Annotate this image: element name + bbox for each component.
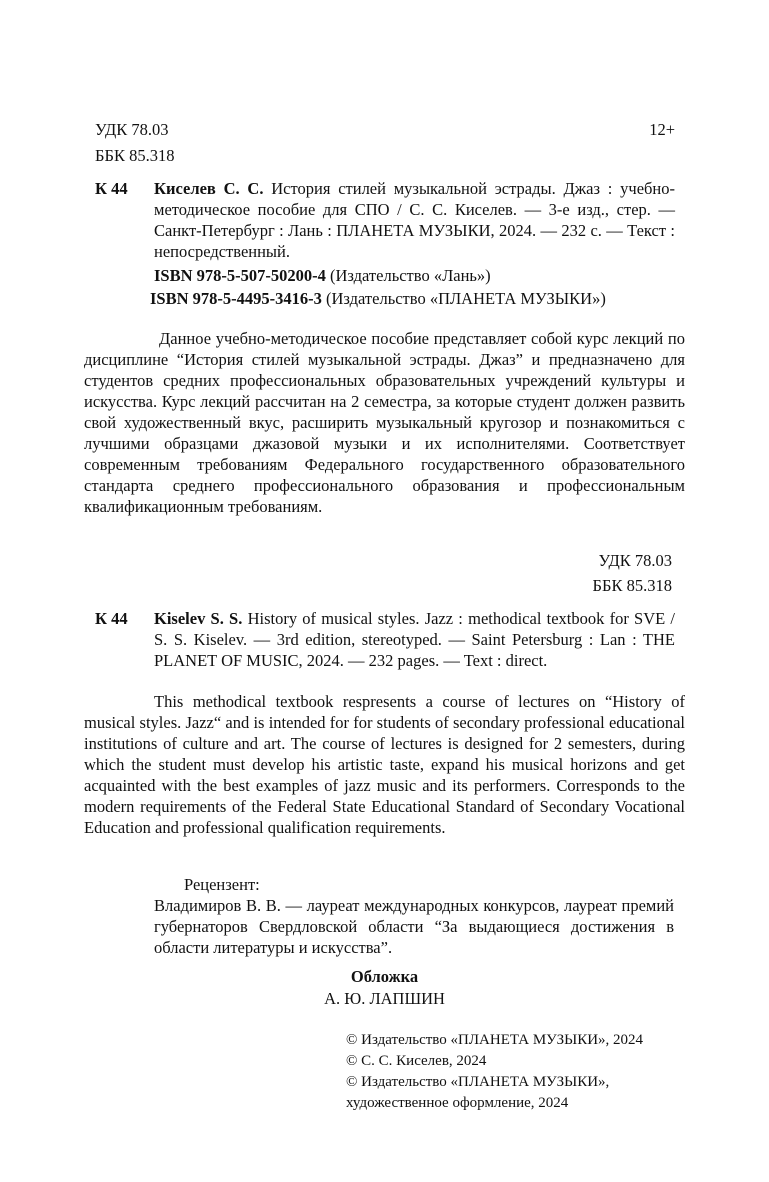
author-mark-en: К 44	[95, 609, 128, 628]
author-ru: Киселев С. С.	[154, 179, 264, 198]
isbn-number: 978-5-4495-3416-3	[192, 289, 322, 308]
annotation-ru	[84, 328, 685, 517]
bibliographic-entry-ru	[95, 178, 675, 262]
copyright-line: художественное оформление, 2024	[346, 1095, 569, 1111]
bbk-code-en: ББК 85.318	[592, 576, 672, 595]
isbn-lan	[154, 265, 491, 286]
isbn-label: ISBN	[150, 289, 189, 308]
reviewer-label: Рецензент:	[184, 875, 260, 894]
annotation-en	[84, 691, 685, 838]
copyright-block	[346, 1030, 686, 1114]
isbn-planeta	[150, 288, 606, 309]
cover-artist: А. Ю. ЛАПШИН	[324, 989, 445, 1008]
reviewer-text: Владимиров В. В. — лауреат международных конкурсов, лауреат премий губернаторов Свердловской области “За выдающиеся достижения в области литературы и искусства”.	[154, 896, 674, 957]
copyright-line: © Издательство «ПЛАНЕТА МУЗЫКИ», 2024	[346, 1032, 644, 1048]
udk-code: УДК 78.03	[95, 120, 169, 139]
isbn-number: 978-5-507-50200-4	[196, 266, 326, 285]
entry-text-ru: История стилей музыкальной эстрады. Джаз : учебно-методическое пособие для СПО / С. С. Киселев. — 3-е изд., стер. — Санкт-Петербург : Лань : ПЛАНЕТА МУЗЫКИ, 2024. — 232 с. — Текст : непосредственный.	[154, 179, 675, 261]
author-en: Kiselev S. S.	[154, 609, 243, 628]
cover-label: Обложка	[350, 967, 419, 986]
isbn-publisher: (Издательство «ПЛАНЕТА МУЗЫКИ»)	[326, 289, 606, 308]
annotation-ru-text: Данное учебно-методическое пособие представляет собой курс лекций по дисциплине “История стилей музыкальной эстрады. Джаз” и предназначено для студентов средних профессиональных образовательных учреждений культуры и искусства. Курс лекций рассчитан на 2 семестра, за которые студент должен развить свой художественный вкус, расширить музыкальный кругозор и познакомиться с лучшими образцами джазовой музыки и их исполнителями. Соответствует современным требованиям Федерального государственного образовательного стандарта среднего профессионального образования и профессиональным квалификационным требованиям.	[84, 329, 685, 516]
bibliographic-entry-en	[95, 608, 675, 671]
isbn-label: ISBN	[154, 266, 193, 285]
copyright-line: © С. С. Киселев, 2024	[346, 1053, 487, 1069]
annotation-en-text: This methodical textbook respresents a course of lectures on “History of musical styles. Jazz“ and is intended for for students of secondary professional educational institutions of culture and art. The course of lectures is designed for 2 semesters, during which the student must develop his artistic taste, expand his musical horizons and get acquainted with the best examples of jazz music and its performers. Corresponds to the modern requirements of the Federal State Educational Standard of Secondary Vocational Education and professional qualification requirements.	[84, 692, 685, 837]
entry-text-en: History of musical styles. Jazz : methodical textbook for SVE / S. S. Kiselev. — 3rd edition, stereotyped. — Saint Petersburg : Lan : THE PLANET OF MUSIC, 2024. — 232 pages. — Text : direct.	[154, 609, 675, 670]
isbn-publisher: (Издательство «Лань»)	[330, 266, 491, 285]
udk-code-en: УДК 78.03	[598, 551, 672, 570]
bbk-code: ББК 85.318	[95, 146, 175, 165]
age-rating: 12+	[649, 120, 675, 139]
copyright-line: © Издательство «ПЛАНЕТА МУЗЫКИ»,	[346, 1074, 610, 1090]
author-mark-ru: К 44	[95, 179, 128, 198]
